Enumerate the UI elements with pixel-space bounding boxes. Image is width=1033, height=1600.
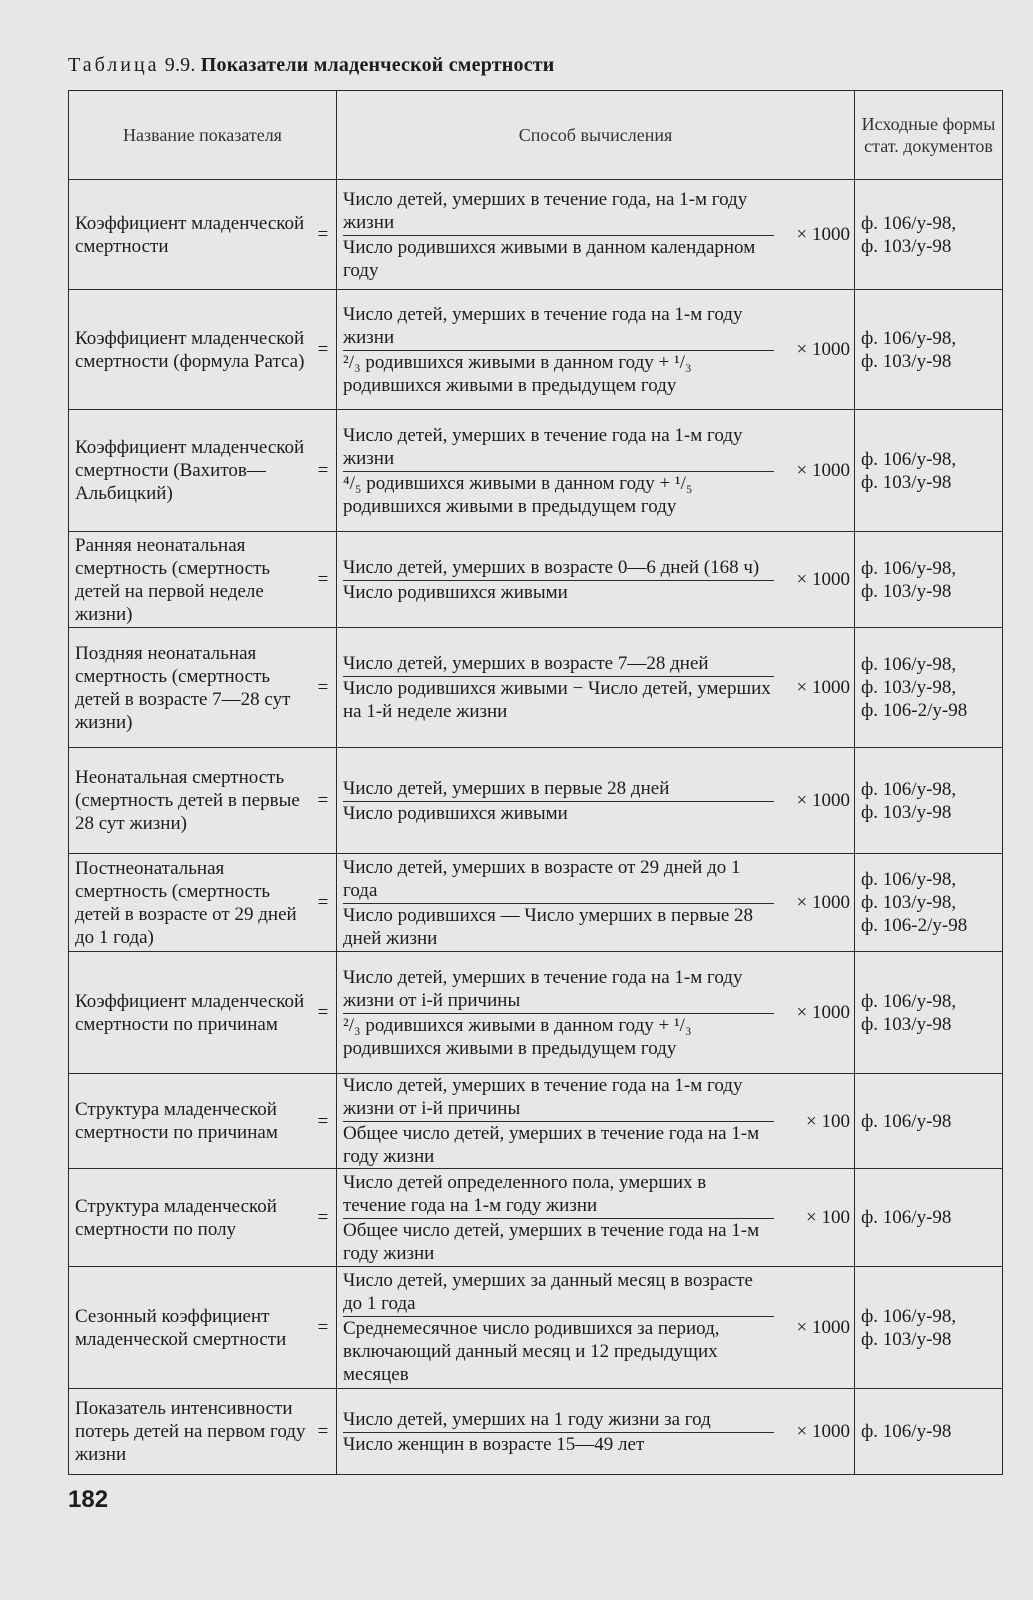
indicator-name: Ранняя неонатальная смертность (смертность детей на первой неделе жизни) xyxy=(75,534,271,625)
fraction xyxy=(343,856,850,950)
equals-sign: = xyxy=(317,339,329,360)
source-forms: ф. 106/у-98, ф. 103/у-98 xyxy=(861,990,957,1035)
indicator-name-cell xyxy=(69,1169,337,1267)
formula-cell xyxy=(337,1267,855,1389)
source-forms: ф. 106/у-98, ф. 103/у-98 xyxy=(861,557,957,602)
formula-denominator: Общее число детей, умерших в течение года на 1-м году жизни xyxy=(343,1123,760,1167)
table-row xyxy=(69,180,1003,290)
indicator-name: Показатель интенсивности потерь детей на первом году жизни xyxy=(75,1398,306,1465)
formula-cell xyxy=(337,854,855,952)
caption-prefix: Таблица xyxy=(68,54,160,76)
source-forms: ф. 106/у-98, ф. 103/у-98 xyxy=(861,778,957,823)
source-forms: ф. 106/у-98, ф. 103/у-98, ф. 106-2/у-98 xyxy=(861,654,968,721)
caption-number: 9.9. xyxy=(159,54,201,76)
formula-denominator: Число женщин в возрасте 15—49 лет xyxy=(343,1433,645,1455)
formula-cell xyxy=(337,748,855,854)
fraction xyxy=(343,966,850,1060)
formula-denominator: Число родившихся — Число умерших в первые 28 дней жизни xyxy=(343,904,754,949)
formula-numerator: Число детей определенного пола, умерших в течение года на 1-м году жизни xyxy=(343,1171,774,1219)
formula-multiplier: × 1000 xyxy=(796,1421,850,1442)
formula-multiplier: × 1000 xyxy=(796,224,850,245)
source-forms-cell xyxy=(855,290,1003,410)
table-row xyxy=(69,410,1003,532)
page-number: 182 xyxy=(68,1486,109,1513)
table-row xyxy=(69,952,1003,1074)
indicator-name: Поздняя неонатальная смертность (смертность детей в возрасте 7—28 сут жизни) xyxy=(75,642,291,733)
table-row xyxy=(69,1169,1003,1267)
equals-sign: = xyxy=(317,569,329,590)
formula-multiplier: × 1000 xyxy=(796,1317,850,1338)
source-forms: ф. 106/у-98, ф. 103/у-98 xyxy=(861,327,957,372)
equals-sign: = xyxy=(317,1002,329,1023)
formula-denominator: Число родившихся живыми − Число детей, умерших на 1-й неделе жизни xyxy=(343,678,771,722)
formula-cell xyxy=(337,532,855,628)
formula-numerator: Число детей, умерших на 1 году жизни за год xyxy=(343,1408,774,1433)
source-forms: ф. 106/у-98 xyxy=(861,1421,952,1442)
indicator-name: Структура младенческой смертности по полу xyxy=(75,1195,277,1240)
formula-multiplier: × 1000 xyxy=(796,460,850,481)
equals-sign: = xyxy=(317,460,329,481)
formula-numerator: Число детей, умерших в течение года на 1-м году жизни xyxy=(343,303,774,351)
fraction xyxy=(343,1074,850,1168)
formula-denominator: ²/₃ родившихся живыми в данном году + ¹/₃ родившихся живыми в предыдущем году xyxy=(343,351,692,396)
formula-denominator: Среднемесячное число родившихся за период, включающий данный месяц и 12 предыдущих месяцев xyxy=(343,1318,720,1385)
formula-numerator: Число детей, умерших в течение года на 1-м году жизни от i-й причины xyxy=(343,966,774,1014)
indicator-name-cell xyxy=(69,1267,337,1389)
source-forms-cell xyxy=(855,854,1003,952)
table-body xyxy=(69,180,1003,1475)
fraction xyxy=(343,556,850,604)
header-name: Название показателя xyxy=(69,91,337,180)
table-row xyxy=(69,1389,1003,1475)
formula-denominator: ²/₃ родившихся живыми в данном году + ¹/₃ родившихся живыми в предыдущем году xyxy=(343,1014,692,1059)
equals-sign: = xyxy=(317,677,329,698)
equals-sign: = xyxy=(317,1207,329,1228)
source-forms: ф. 106/у-98 xyxy=(861,1207,952,1228)
indicator-name: Структура младенческой смертности по причинам xyxy=(75,1099,278,1143)
indicator-name-cell xyxy=(69,180,337,290)
formula-cell xyxy=(337,628,855,748)
infant-mortality-table xyxy=(68,90,1003,1475)
table-row xyxy=(69,290,1003,410)
indicator-name: Неонатальная смертность (смертность детей в первые 28 сут жизни) xyxy=(75,767,300,834)
formula-multiplier: × 1000 xyxy=(796,569,850,590)
formula-multiplier: × 1000 xyxy=(796,677,850,698)
table-row xyxy=(69,748,1003,854)
source-forms-cell xyxy=(855,180,1003,290)
header-forms: Исходные формы стат. документов xyxy=(855,91,1003,180)
source-forms-cell xyxy=(855,1267,1003,1389)
formula-multiplier: × 100 xyxy=(806,1110,850,1132)
source-forms-cell xyxy=(855,1169,1003,1267)
table-row xyxy=(69,628,1003,748)
formula-denominator: Число родившихся живыми в данном календарном году xyxy=(343,236,756,281)
indicator-name-cell xyxy=(69,1074,337,1169)
caption-title: Показатели младенческой смертности xyxy=(200,54,555,76)
indicator-name-cell xyxy=(69,748,337,854)
equals-sign: = xyxy=(317,1110,329,1132)
header-method: Способ вычисления xyxy=(337,91,855,180)
formula-cell xyxy=(337,180,855,290)
formula-cell xyxy=(337,410,855,532)
formula-denominator: Число родившихся живыми xyxy=(343,802,568,824)
indicator-name: Постнеонатальная смертность (смертность детей в возрасте от 29 дней до 1 года) xyxy=(75,857,297,948)
fraction xyxy=(343,1171,850,1265)
formula-cell xyxy=(337,1169,855,1267)
formula-cell xyxy=(337,1074,855,1169)
table-row xyxy=(69,1267,1003,1389)
table-row xyxy=(69,1074,1003,1169)
source-forms-cell xyxy=(855,532,1003,628)
fraction xyxy=(343,424,850,518)
source-forms-cell xyxy=(855,748,1003,854)
fraction xyxy=(343,652,850,723)
fraction xyxy=(343,303,850,397)
source-forms: ф. 106/у-98, ф. 103/у-98 xyxy=(861,212,957,257)
formula-numerator: Число детей, умерших в первые 28 дней xyxy=(343,777,774,802)
fraction xyxy=(343,777,850,825)
source-forms-cell xyxy=(855,410,1003,532)
formula-numerator: Число детей, умерших в течение года на 1-м году жизни от i-й причины xyxy=(343,1074,774,1122)
equals-sign: = xyxy=(317,892,329,913)
indicator-name-cell xyxy=(69,854,337,952)
formula-multiplier: × 1000 xyxy=(796,790,850,811)
formula-numerator: Число детей, умерших в течение года, на 1-м году жизни xyxy=(343,188,774,236)
indicator-name-cell xyxy=(69,532,337,628)
fraction xyxy=(343,1408,850,1456)
source-forms: ф. 106/у-98, ф. 103/у-98 xyxy=(861,1305,957,1350)
table-row xyxy=(69,532,1003,628)
equals-sign: = xyxy=(317,1317,329,1338)
indicator-name: Коэффициент младенческой смертности (Вахитов—Альбицкий) xyxy=(75,437,305,504)
formula-multiplier: × 1000 xyxy=(796,892,850,913)
indicator-name-cell xyxy=(69,410,337,532)
formula-numerator: Число детей, умерших за данный месяц в возрасте до 1 года xyxy=(343,1269,774,1317)
fraction xyxy=(343,1269,850,1386)
formula-denominator: Число родившихся живыми xyxy=(343,581,568,603)
source-forms: ф. 106/у-98, ф. 103/у-98, ф. 106-2/у-98 xyxy=(861,869,968,936)
indicator-name-cell xyxy=(69,952,337,1074)
formula-denominator: Общее число детей, умерших в течение года на 1-м году жизни xyxy=(343,1219,760,1264)
indicator-name: Коэффициент младенческой смертности (формула Ратса) xyxy=(75,327,305,372)
formula-cell xyxy=(337,1389,855,1475)
formula-numerator: Число детей, умерших в течение года на 1-м году жизни xyxy=(343,424,774,472)
source-forms-cell xyxy=(855,1074,1003,1169)
source-forms-cell xyxy=(855,628,1003,748)
formula-numerator: Число детей, умерших в возрасте от 29 дней до 1 года xyxy=(343,856,774,904)
formula-numerator: Число детей, умерших в возрасте 0—6 дней (168 ч) xyxy=(343,556,774,581)
table-row xyxy=(69,854,1003,952)
indicator-name: Коэффициент младенческой смертности по причинам xyxy=(75,990,305,1035)
formula-denominator: ⁴/₅ родившихся живыми в данном году + ¹/₅ родившихся живыми в предыдущем году xyxy=(343,472,693,517)
indicator-name-cell xyxy=(69,628,337,748)
equals-sign: = xyxy=(317,224,329,245)
source-forms: ф. 106/у-98, ф. 103/у-98 xyxy=(861,448,957,493)
fraction xyxy=(343,188,850,282)
indicator-name: Сезонный коэффициент младенческой смертности xyxy=(75,1305,287,1350)
indicator-name-cell xyxy=(69,1389,337,1475)
header-row xyxy=(69,91,1003,180)
source-forms-cell xyxy=(855,952,1003,1074)
table-caption xyxy=(68,54,555,77)
formula-multiplier: × 1000 xyxy=(796,339,850,360)
formula-multiplier: × 100 xyxy=(806,1207,850,1228)
source-forms: ф. 106/у-98 xyxy=(861,1110,952,1132)
source-forms-cell xyxy=(855,1389,1003,1475)
formula-cell xyxy=(337,952,855,1074)
indicator-name-cell xyxy=(69,290,337,410)
indicator-name: Коэффициент младенческой смертности xyxy=(75,212,305,257)
formula-numerator: Число детей, умерших в возрасте 7—28 дней xyxy=(343,652,774,677)
equals-sign: = xyxy=(317,790,329,811)
formula-multiplier: × 1000 xyxy=(796,1002,850,1023)
formula-cell xyxy=(337,290,855,410)
equals-sign: = xyxy=(317,1421,329,1442)
